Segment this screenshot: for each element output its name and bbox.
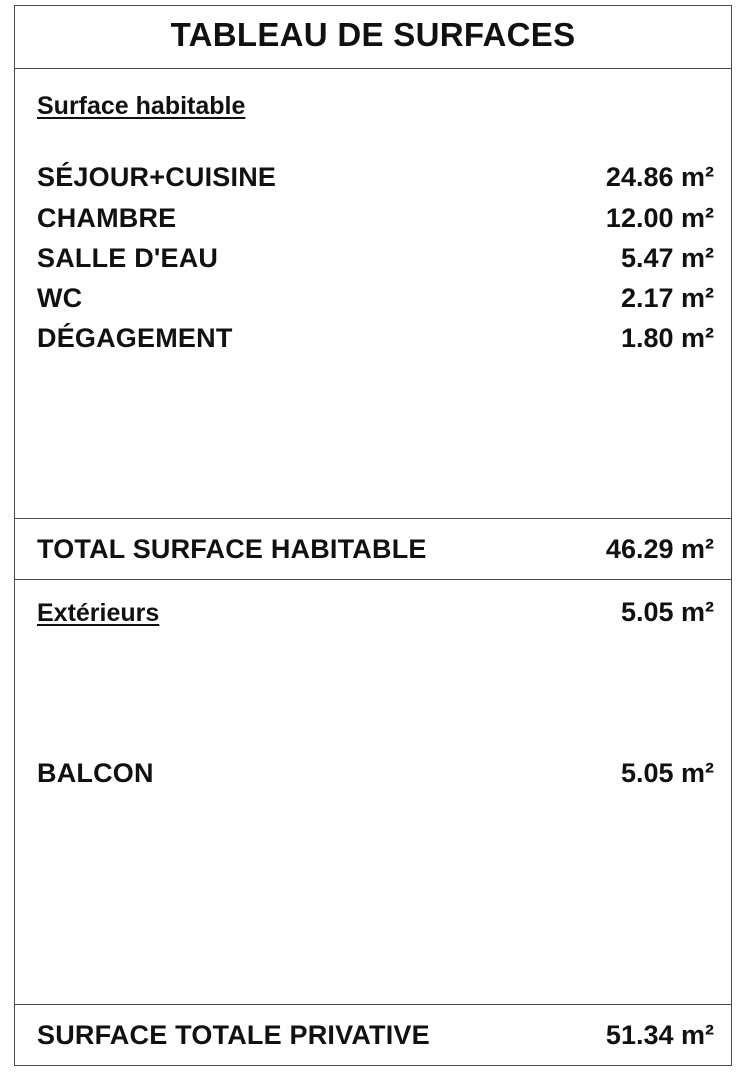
- room-label: DÉGAGEMENT: [37, 323, 233, 353]
- room-label: WC: [37, 283, 83, 313]
- divider: [15, 1004, 731, 1005]
- table-row: [37, 203, 714, 234]
- table-title: TABLEAU DE SURFACES: [170, 16, 576, 53]
- divider: [15, 579, 731, 580]
- room-area: 24.86 m²: [605, 162, 714, 192]
- surface-table: [14, 5, 732, 1066]
- grand-total-label: SURFACE TOTALE PRIVATIVE: [37, 1020, 430, 1050]
- divider: [15, 518, 731, 519]
- table-row: [37, 323, 714, 354]
- section-heading-habitable: Surface habitable: [37, 92, 246, 120]
- room-area: 2.17 m²: [620, 283, 714, 313]
- total-habitable-label: TOTAL SURFACE HABITABLE: [37, 534, 427, 564]
- exterieurs-total-value: 5.05 m²: [620, 597, 714, 627]
- table-row: [37, 243, 714, 274]
- divider: [15, 68, 731, 69]
- room-label: SALLE D'EAU: [37, 243, 219, 273]
- table-row: [37, 283, 714, 314]
- exterior-area: 5.05 m²: [620, 758, 714, 788]
- table-row: [37, 162, 714, 193]
- room-area: 5.47 m²: [620, 243, 714, 273]
- grand-total-value: 51.34 m²: [605, 1020, 714, 1050]
- table-row: [37, 758, 714, 789]
- section-heading-exterieurs: Extérieurs: [37, 599, 160, 627]
- room-area: 12.00 m²: [605, 203, 714, 233]
- room-label: SÉJOUR+CUISINE: [37, 162, 277, 192]
- room-label: CHAMBRE: [37, 203, 177, 233]
- exterior-label: BALCON: [37, 758, 154, 788]
- grand-total-row: [37, 1020, 714, 1051]
- total-habitable-value: 46.29 m²: [605, 534, 714, 564]
- total-habitable-row: [37, 534, 714, 565]
- room-area: 1.80 m²: [620, 323, 714, 353]
